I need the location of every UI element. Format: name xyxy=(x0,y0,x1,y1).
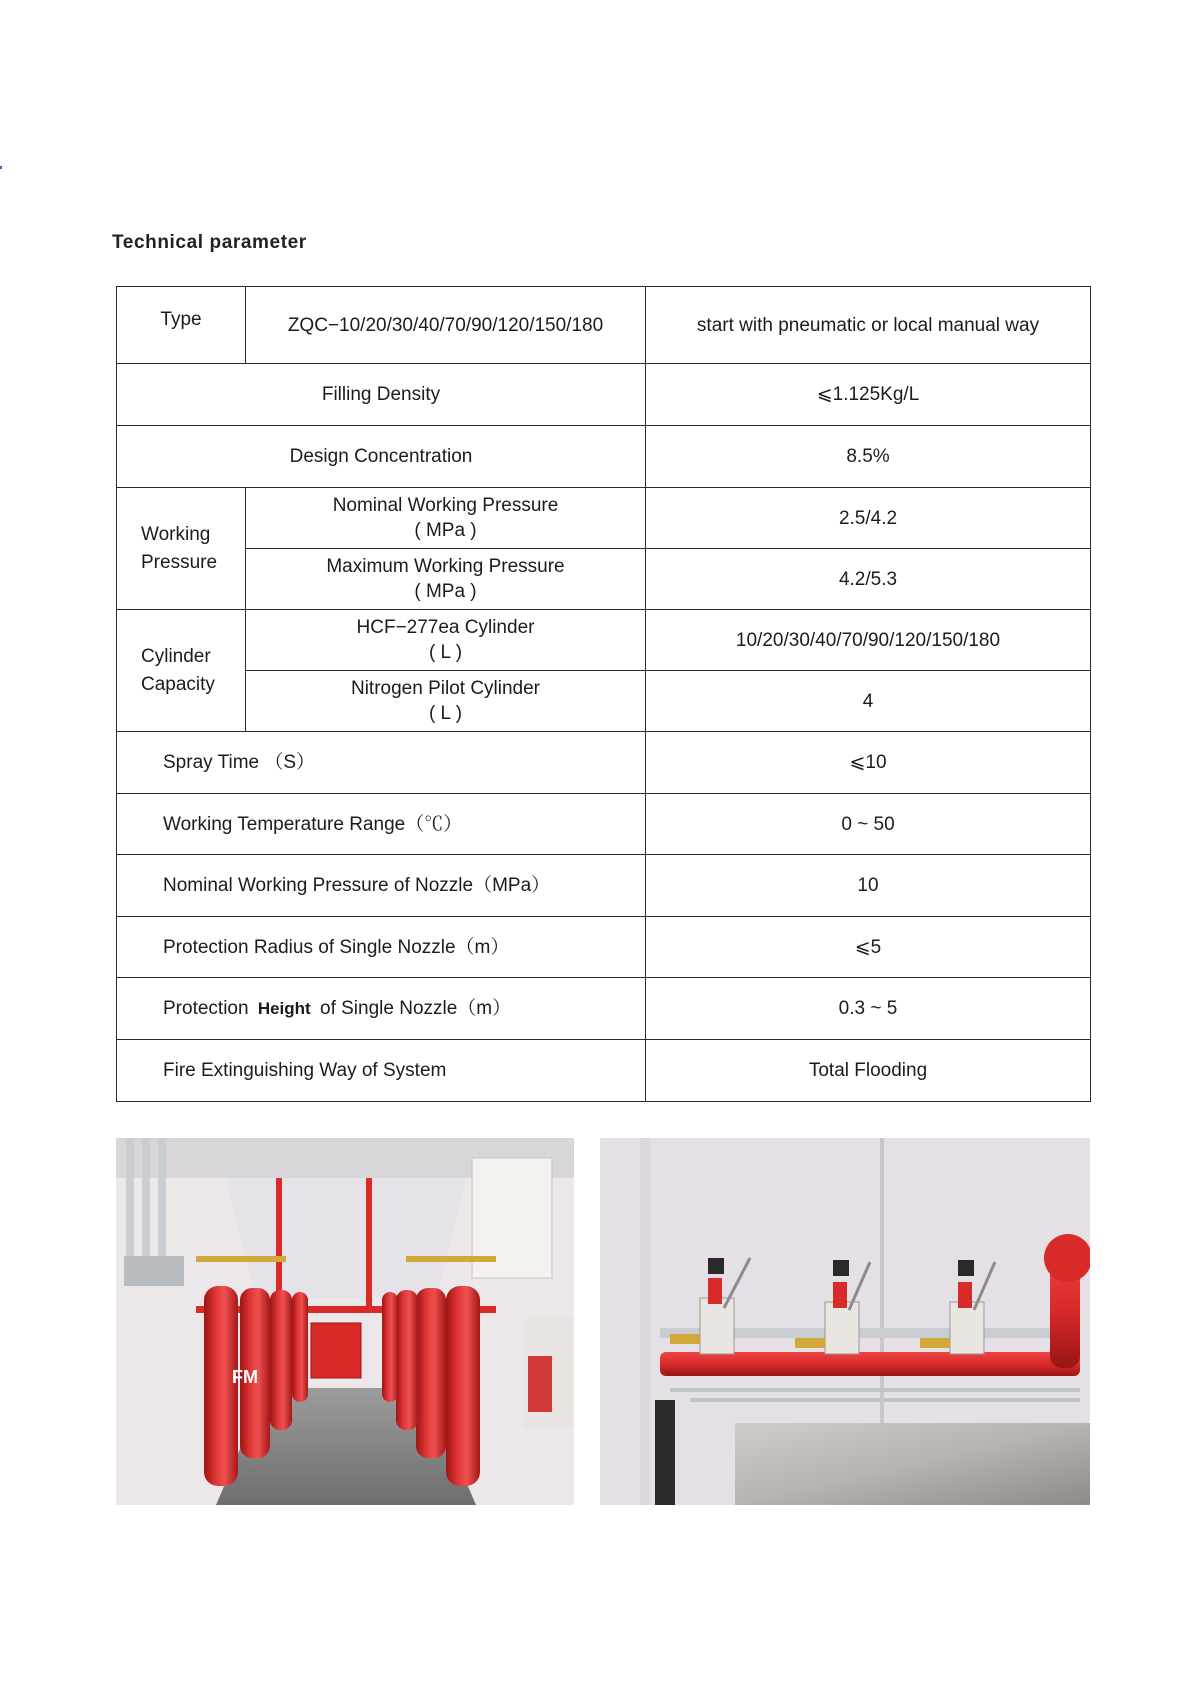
type-start-mode: start with pneumatic or local manual way xyxy=(646,287,1091,364)
design-concentration-value: 8.5% xyxy=(646,426,1091,488)
type-label: Type xyxy=(117,287,246,364)
table-row xyxy=(117,855,1091,917)
spray-time-value: ⩽10 xyxy=(646,732,1091,794)
param-name: Nominal Working Pressure xyxy=(332,495,559,516)
protection-height-label xyxy=(117,978,646,1040)
cylinder-room-illustration xyxy=(116,1138,574,1505)
page-edge-mark xyxy=(0,166,2,169)
param-unit: ( L ) xyxy=(428,642,463,663)
nozzle-pressure-label: Nominal Working Pressure of Nozzle（MPa） xyxy=(117,855,646,917)
extinguishing-way-label: Fire Extinguishing Way of System xyxy=(117,1040,646,1102)
table-row xyxy=(117,287,1091,364)
group-label-line: Capacity xyxy=(141,673,215,695)
nominal-working-pressure-label xyxy=(246,488,646,549)
nitrogen-pilot-cylinder-value: 4 xyxy=(646,671,1091,732)
protection-height-value: 0.3 ~ 5 xyxy=(646,978,1091,1040)
table-row xyxy=(117,610,1091,671)
cylinder-mark-text: FM xyxy=(232,1367,258,1387)
working-temperature-value: 0 ~ 50 xyxy=(646,794,1091,855)
table-row xyxy=(117,917,1091,978)
hcf-cylinder-value: 10/20/30/40/70/90/120/150/180 xyxy=(646,610,1091,671)
filling-density-value: ⩽1.125Kg/L xyxy=(646,364,1091,426)
group-label-line: Cylinder xyxy=(141,645,211,667)
table-row xyxy=(117,488,1091,549)
valve-assembly-photo xyxy=(600,1138,1090,1505)
extinguishing-way-value: Total Flooding xyxy=(646,1040,1091,1102)
label-part: of Single Nozzle（m） xyxy=(320,998,512,1019)
table-row xyxy=(117,732,1091,794)
working-temperature-label: Working Temperature Range（℃） xyxy=(117,794,646,855)
technical-parameter-table xyxy=(116,286,1091,1102)
protection-radius-value: ⩽5 xyxy=(646,917,1091,978)
nitrogen-pilot-cylinder-label xyxy=(246,671,646,732)
design-concentration-label: Design Concentration xyxy=(117,426,646,488)
protection-radius-label: Protection Radius of Single Nozzle（m） xyxy=(117,917,646,978)
table-row xyxy=(117,426,1091,488)
cylinder-capacity-group xyxy=(117,610,246,732)
label-emphasis: Height xyxy=(257,999,311,1018)
maximum-working-pressure-label xyxy=(246,549,646,610)
valve-assembly-illustration xyxy=(600,1138,1090,1505)
type-model: ZQC−10/20/30/40/70/90/120/150/180 xyxy=(246,287,646,364)
working-pressure-group xyxy=(117,488,246,610)
param-unit: ( L ) xyxy=(428,703,463,724)
label-part: Protection xyxy=(163,998,249,1019)
param-name: HCF−277ea Cylinder xyxy=(356,617,535,638)
table-row xyxy=(117,549,1091,610)
filling-density-label: Filling Density xyxy=(117,364,646,426)
table-row xyxy=(117,364,1091,426)
group-label-line: Pressure xyxy=(141,551,218,573)
param-name: Nitrogen Pilot Cylinder xyxy=(350,678,541,699)
cylinder-room-photo xyxy=(116,1138,574,1505)
hcf-cylinder-label xyxy=(246,610,646,671)
param-unit: ( MPa ) xyxy=(414,581,477,602)
table-row xyxy=(117,671,1091,732)
page-heading: Technical parameter xyxy=(112,232,307,253)
spray-time-label: Spray Time （S） xyxy=(117,732,646,794)
nozzle-pressure-value: 10 xyxy=(646,855,1091,917)
maximum-working-pressure-value: 4.2/5.3 xyxy=(646,549,1091,610)
param-unit: ( MPa ) xyxy=(414,520,477,541)
nominal-working-pressure-value: 2.5/4.2 xyxy=(646,488,1091,549)
table-row xyxy=(117,1040,1091,1102)
table-row xyxy=(117,794,1091,855)
group-label-line: Working xyxy=(141,523,211,545)
param-name: Maximum Working Pressure xyxy=(326,556,565,577)
table-row xyxy=(117,978,1091,1040)
